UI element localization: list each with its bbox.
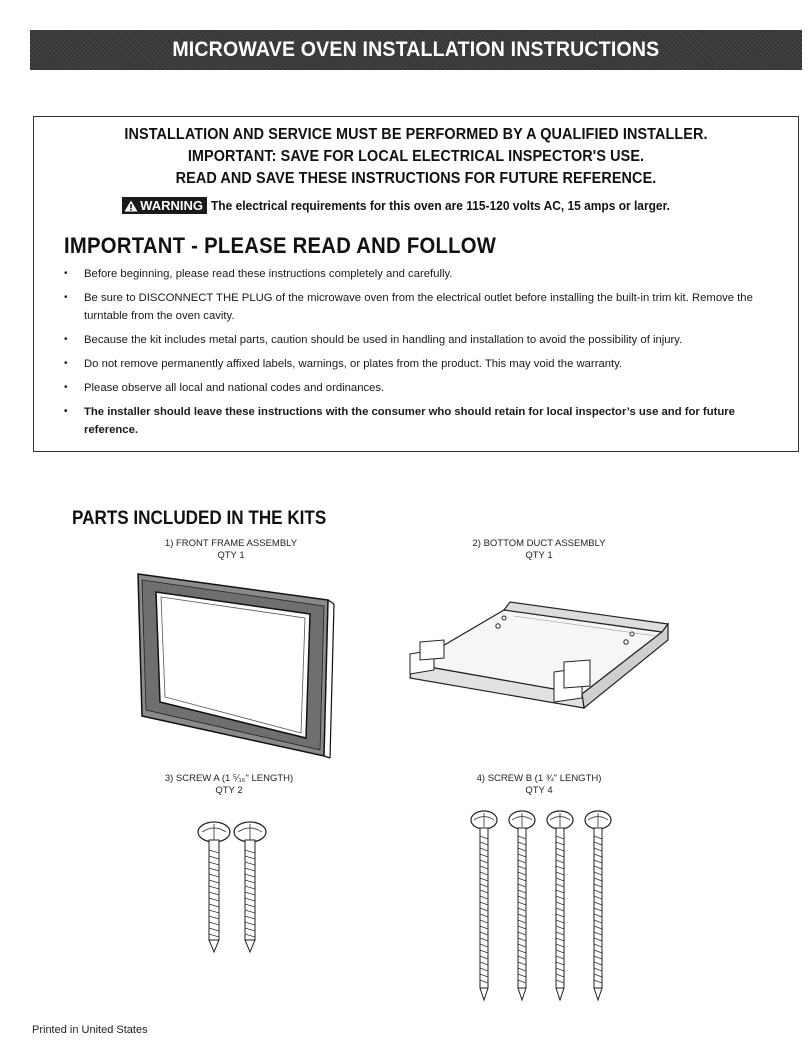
instruction-list <box>64 265 784 445</box>
part-2-caption <box>439 538 639 562</box>
list-item: • The installer should leave these instructions with the consumer who should retain for local inspector’s use and for future reference. <box>64 403 784 439</box>
part-4-caption <box>439 773 639 797</box>
important-notice-box <box>33 116 799 452</box>
document-title: MICROWAVE OVEN INSTALLATION INSTRUCTIONS <box>172 38 660 61</box>
part-3-name: 3) SCREW A (1 ⁵⁄₁₆" LENGTH) <box>164 773 294 784</box>
part-4-qty: QTY 4 <box>525 785 553 796</box>
bottom-duct-illustration <box>404 598 704 714</box>
part-2-name: 2) BOTTOM DUCT ASSEMBLY <box>472 538 606 549</box>
part-1-qty: QTY 1 <box>217 550 245 561</box>
part-1-name: 1) FRONT FRAME ASSEMBLY <box>164 538 298 549</box>
screw-icon <box>471 811 497 1000</box>
list-item: • Please observe all local and national codes and ordinances. <box>64 379 784 397</box>
warning-row <box>34 197 798 214</box>
footer-text: Printed in United States <box>32 1024 148 1036</box>
list-item: • Do not remove permanently affixed labels, warnings, or plates from the product. This may void the warranty. <box>64 355 784 373</box>
screw-icon <box>234 822 266 952</box>
list-item: • Be sure to DISCONNECT THE PLUG of the microwave oven from the electrical outlet before installing the built-in trim kit. Remove the turntable from the oven cavity. <box>64 289 784 325</box>
notice-line-1: INSTALLATION AND SERVICE MUST BE PERFORMED BY A QUALIFIED INSTALLER. <box>124 126 708 143</box>
screw-a-illustration <box>190 820 280 960</box>
screw-icon <box>547 811 573 1000</box>
parts-heading: PARTS INCLUDED IN THE KITS <box>72 508 327 529</box>
warning-label: WARNING <box>140 198 204 214</box>
screw-icon <box>585 811 611 1000</box>
screw-b-illustration <box>466 810 626 1006</box>
notice-line-3: READ AND SAVE THESE INSTRUCTIONS FOR FUTURE REFERENCE. <box>175 170 657 187</box>
title-banner <box>30 30 802 70</box>
warning-triangle-icon <box>124 200 138 212</box>
part-4-name: 4) SCREW B (1 ¾" LENGTH) <box>476 773 602 784</box>
part-1-caption <box>131 538 331 562</box>
notice-line-2: IMPORTANT: SAVE FOR LOCAL ELECTRICAL INSPECTOR'S USE. <box>187 148 645 165</box>
screw-icon <box>509 811 535 1000</box>
part-2-qty: QTY 1 <box>525 550 553 561</box>
warning-badge <box>122 197 207 214</box>
important-heading: IMPORTANT - PLEASE READ AND FOLLOW <box>64 233 497 258</box>
list-item: • Before beginning, please read these instructions completely and carefully. <box>64 265 784 283</box>
front-frame-illustration <box>128 570 358 760</box>
screw-icon <box>198 822 230 952</box>
part-3-qty: QTY 2 <box>215 785 243 796</box>
list-item: • Because the kit includes metal parts, caution should be used in handling and installation to avoid the possibility of injury. <box>64 331 784 349</box>
part-3-caption <box>129 773 329 797</box>
warning-text: The electrical requirements for this oven are 115-120 volts AC, 15 amps or larger. <box>211 198 670 214</box>
